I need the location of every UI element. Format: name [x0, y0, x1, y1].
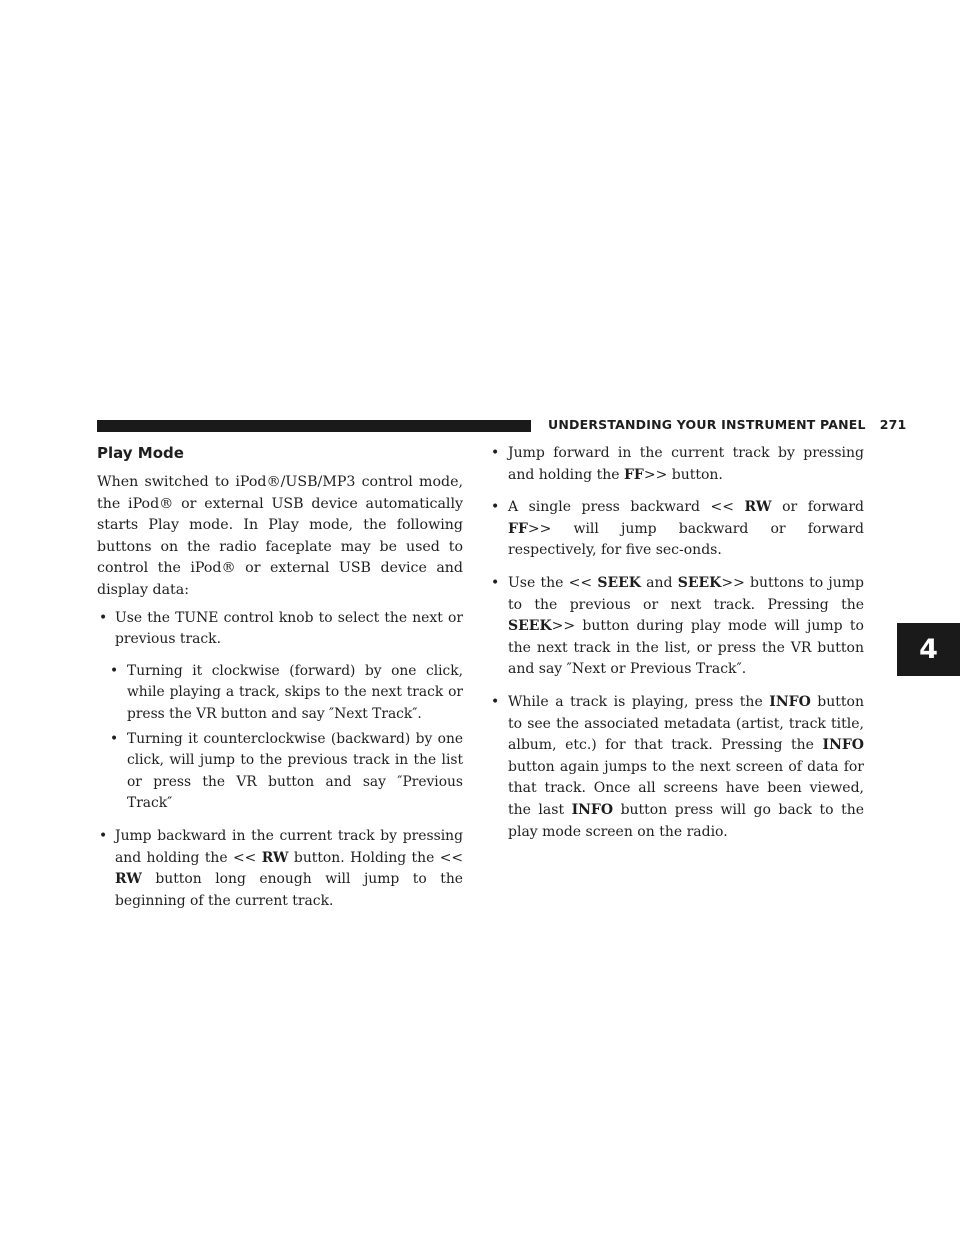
page-number: 271 [879, 417, 907, 432]
keyword-info: INFO [769, 693, 811, 710]
sub-bullet-counterclockwise [97, 729, 463, 815]
bullet-single-press [491, 497, 864, 562]
bullet-text: Use the << SEEK and SEEK>> buttons to jump to the previous or next track. Pressing the SEEK>> button during play mode will jump to the next track in the list, or press the VR button and say ″Next or Previous Track″. [508, 574, 864, 678]
keyword-rw: RW [115, 871, 142, 888]
keyword-ff: FF [623, 466, 644, 483]
header-rule [97, 420, 531, 432]
keyword-rw: RW [261, 849, 289, 866]
bullet-icon: • [99, 609, 108, 626]
section-heading: Play Mode [97, 444, 184, 462]
bullet-text: Jump backward in the current track by pressing and holding the << RW button. Holding the << RW button long enough will jump to the beginning of the current track. [115, 827, 463, 909]
chapter-tab: 4 [897, 623, 960, 676]
bullet-text: While a track is playing, press the INFO button to see the associated metadata (artist, track title, album, etc.) for that track. Pressing the INFO button again jumps to the next screen of data for that track. Once all screens have been viewed, the last INFO button press will go back to the play mode screen on the radio. [508, 693, 864, 840]
bullet-icon: • [491, 574, 500, 591]
bullet-info [491, 692, 864, 843]
bullet-text: Turning it clockwise (forward) by one click, while playing a track, skips to the next track or press the VR button and say ″Next Track″. [127, 662, 463, 722]
keyword-seek: SEEK [597, 574, 641, 591]
bullet-rw [97, 826, 463, 912]
keyword-seek: SEEK [677, 574, 722, 591]
bullet-text: A single press backward << RW or forward FF>> will jump backward or forward respectively, for five sec-onds. [508, 499, 865, 559]
bullet-text: Use the TUNE control knob to select the next or previous track. [115, 609, 463, 648]
left-column [97, 440, 463, 922]
bullet-icon: • [110, 730, 119, 747]
running-header [548, 417, 906, 432]
bullet-text: Jump forward in the current track by pressing and holding the FF>> button. [508, 445, 864, 483]
bullet-icon: • [491, 693, 500, 710]
keyword-rw: RW [744, 499, 772, 516]
bullet-icon: • [110, 662, 119, 679]
bullet-ff [491, 443, 864, 486]
right-column [491, 443, 864, 854]
intro-paragraph: When switched to iPod®/USB/MP3 control mode, the iPod® or external USB device automatically starts Play mode. In Play mode, the following buttons on the radio faceplate may be used to control the iPod® or external USB device and display data: [97, 474, 463, 598]
bullet-seek [491, 573, 864, 681]
section-title: UNDERSTANDING YOUR INSTRUMENT PANEL [548, 417, 866, 432]
bullet-icon: • [491, 499, 500, 516]
sub-bullet-clockwise [97, 661, 463, 726]
bullet-text: Turning it counterclockwise (backward) by one click, will jump to the previous track in the list or press the VR button and say ″Previous Track″ [127, 730, 463, 812]
bullet-tune [97, 608, 463, 651]
keyword-ff: FF [508, 520, 528, 537]
bullet-icon: • [491, 445, 500, 461]
bullet-icon: • [99, 827, 108, 844]
keyword-info: INFO [571, 801, 614, 818]
keyword-info: INFO [822, 737, 864, 754]
keyword-seek: SEEK [508, 618, 552, 635]
